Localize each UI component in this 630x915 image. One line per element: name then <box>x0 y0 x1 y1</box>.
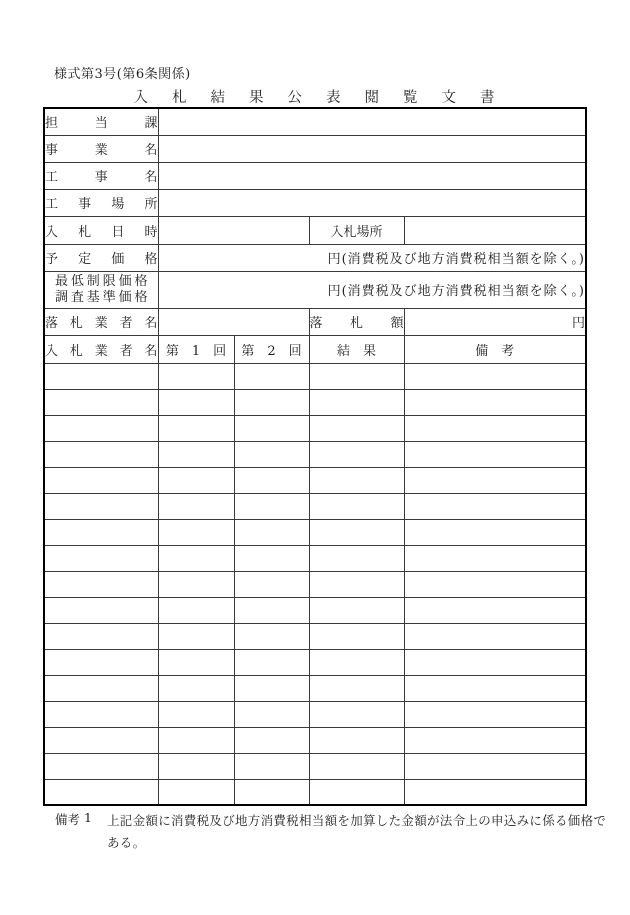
bidder-name-cell <box>44 623 158 649</box>
remarks-cell <box>404 727 586 753</box>
result-cell <box>309 519 404 545</box>
row-tanto-ka <box>44 108 586 135</box>
result-cell <box>309 441 404 467</box>
round1-cell <box>158 753 234 779</box>
remarks-cell <box>404 597 586 623</box>
koji-mei-label: 工事名 <box>44 162 158 189</box>
round1-cell <box>158 545 234 571</box>
result-cell <box>309 363 404 389</box>
bidder-name-cell <box>44 363 158 389</box>
round1-cell <box>158 441 234 467</box>
bidder-empty-row <box>44 519 586 545</box>
bidder-name-cell <box>44 675 158 701</box>
bidder-empty-row <box>44 571 586 597</box>
bidder-name-cell <box>44 467 158 493</box>
round2-cell <box>234 623 309 649</box>
result-header: 結 果 <box>309 335 404 363</box>
round2-cell <box>234 753 309 779</box>
rakusatsu-gyosha-value-cell <box>158 308 309 335</box>
round1-cell <box>158 519 234 545</box>
round2-header: 第 2 回 <box>234 335 309 363</box>
result-cell <box>309 779 404 805</box>
remarks-cell <box>404 519 586 545</box>
round1-cell <box>158 623 234 649</box>
round2-cell <box>234 363 309 389</box>
round1-cell <box>158 363 234 389</box>
round1-cell <box>158 675 234 701</box>
nyusatsu-basho-label: 入札場所 <box>309 216 404 244</box>
remarks-cell <box>404 467 586 493</box>
bidder-empty-row <box>44 623 586 649</box>
footnote-label: 備考 <box>55 812 81 827</box>
bidder-name-cell <box>44 571 158 597</box>
rakusatsu-gaku-label: 落札額 <box>309 308 404 335</box>
bidder-empty-row <box>44 779 586 805</box>
nyusatsu-nichiji-value-cell <box>158 216 309 244</box>
round2-cell <box>234 415 309 441</box>
row-koji-basho <box>44 189 586 216</box>
footnote-line1: 上記金額に消費税及び地方消費税相当額を加算した金額が法令上の申込みに係る価格で <box>107 813 607 828</box>
remarks-cell <box>404 545 586 571</box>
result-cell <box>309 753 404 779</box>
round2-cell <box>234 727 309 753</box>
bidder-name-cell <box>44 649 158 675</box>
row-koji-mei <box>44 162 586 189</box>
bidder-name-header: 入札業者名 <box>44 335 158 363</box>
bidder-name-cell <box>44 389 158 415</box>
result-cell <box>309 389 404 415</box>
rakusatsu-gyosha-label: 落札業者名 <box>44 308 158 335</box>
result-cell <box>309 467 404 493</box>
bidder-name-cell <box>44 415 158 441</box>
result-cell <box>309 571 404 597</box>
result-cell <box>309 649 404 675</box>
row-jigyo-mei <box>44 135 586 162</box>
round2-cell <box>234 441 309 467</box>
round1-cell <box>158 727 234 753</box>
tanto-ka-value-cell <box>158 108 586 135</box>
round2-cell <box>234 779 309 805</box>
result-cell <box>309 701 404 727</box>
round1-cell <box>158 467 234 493</box>
yotei-kakaku-value-cell: 円(消費税及び地方消費税相当額を除く。) <box>158 244 586 271</box>
round2-cell <box>234 493 309 519</box>
bidder-empty-row <box>44 753 586 779</box>
remarks-cell <box>404 675 586 701</box>
remarks-cell <box>404 779 586 805</box>
form-number: 様式第3号(第6条関係) <box>54 67 191 82</box>
round1-cell <box>158 389 234 415</box>
result-cell <box>309 675 404 701</box>
remarks-header: 備 考 <box>404 335 586 363</box>
round2-cell <box>234 675 309 701</box>
remarks-cell <box>404 363 586 389</box>
row-nyusatsu-nichiji <box>44 216 586 244</box>
result-cell <box>309 623 404 649</box>
remarks-cell <box>404 649 586 675</box>
nyusatsu-nichiji-label: 入札日時 <box>44 216 158 244</box>
document-title: 入札結果公表閲覧文書 <box>133 90 519 106</box>
saitei-seigen-kakaku-label: 最低制限価格 <box>55 273 148 289</box>
remarks-cell <box>404 623 586 649</box>
nyusatsu-basho-value-cell <box>404 216 586 244</box>
bidder-name-cell <box>44 779 158 805</box>
footnote-line2: ある。 <box>107 835 146 850</box>
koji-basho-value-cell <box>158 189 586 216</box>
bidder-name-cell <box>44 493 158 519</box>
bidder-empty-row <box>44 675 586 701</box>
round2-cell <box>234 467 309 493</box>
jigyo-mei-value-cell <box>158 135 586 162</box>
bidder-table-header-row <box>44 335 586 363</box>
result-cell <box>309 415 404 441</box>
rakusatsu-gaku-value-cell: 円 <box>404 308 586 335</box>
chosa-kijun-kakaku-label: 調査基準価格 <box>55 289 148 305</box>
bidder-name-cell <box>44 727 158 753</box>
footnote-number: 1 <box>84 810 92 825</box>
round2-cell <box>234 649 309 675</box>
yotei-kakaku-label: 予定価格 <box>44 244 158 271</box>
remarks-cell <box>404 493 586 519</box>
remarks-cell <box>404 415 586 441</box>
round2-cell <box>234 571 309 597</box>
bidder-empty-row <box>44 363 586 389</box>
bidder-name-cell <box>44 753 158 779</box>
round1-cell <box>158 779 234 805</box>
bidder-empty-row <box>44 701 586 727</box>
saitei-chosa-kakaku-value-cell: 円(消費税及び地方消費税相当額を除く。) <box>158 271 586 308</box>
round1-cell <box>158 571 234 597</box>
round2-cell <box>234 389 309 415</box>
round1-header: 第 1 回 <box>158 335 234 363</box>
result-cell <box>309 597 404 623</box>
round2-cell <box>234 519 309 545</box>
round1-cell <box>158 649 234 675</box>
bidder-empty-row <box>44 467 586 493</box>
bidder-name-cell <box>44 701 158 727</box>
round2-cell <box>234 701 309 727</box>
bidder-rows-body <box>44 363 586 805</box>
remarks-cell <box>404 441 586 467</box>
remarks-cell <box>404 389 586 415</box>
round2-cell <box>234 597 309 623</box>
result-cell <box>309 493 404 519</box>
round1-cell <box>158 493 234 519</box>
bidder-empty-row <box>44 493 586 519</box>
remarks-cell <box>404 571 586 597</box>
bidder-name-cell <box>44 441 158 467</box>
bidder-empty-row <box>44 389 586 415</box>
bidder-empty-row <box>44 727 586 753</box>
bidder-name-cell <box>44 545 158 571</box>
round1-cell <box>158 701 234 727</box>
result-cell <box>309 727 404 753</box>
remarks-cell <box>404 701 586 727</box>
koji-mei-value-cell <box>158 162 586 189</box>
round1-cell <box>158 415 234 441</box>
koji-basho-label: 工事場所 <box>44 189 158 216</box>
bidder-empty-row <box>44 415 586 441</box>
result-cell <box>309 545 404 571</box>
tanto-ka-label: 担当課 <box>44 108 158 135</box>
bidder-empty-row <box>44 441 586 467</box>
jigyo-mei-label: 事業名 <box>44 135 158 162</box>
row-rakusatsu-gyosha <box>44 308 586 335</box>
remarks-cell <box>404 753 586 779</box>
row-saitei-chosa-kakaku <box>44 271 586 308</box>
bidder-empty-row <box>44 545 586 571</box>
bidder-empty-row <box>44 649 586 675</box>
bidder-empty-row <box>44 597 586 623</box>
footnote-text <box>107 810 606 854</box>
bidder-name-cell <box>44 597 158 623</box>
bid-result-table <box>43 107 587 806</box>
bidder-name-cell <box>44 519 158 545</box>
round1-cell <box>158 597 234 623</box>
row-yotei-kakaku <box>44 244 586 271</box>
saitei-chosa-kakaku-label <box>44 271 158 308</box>
round2-cell <box>234 545 309 571</box>
